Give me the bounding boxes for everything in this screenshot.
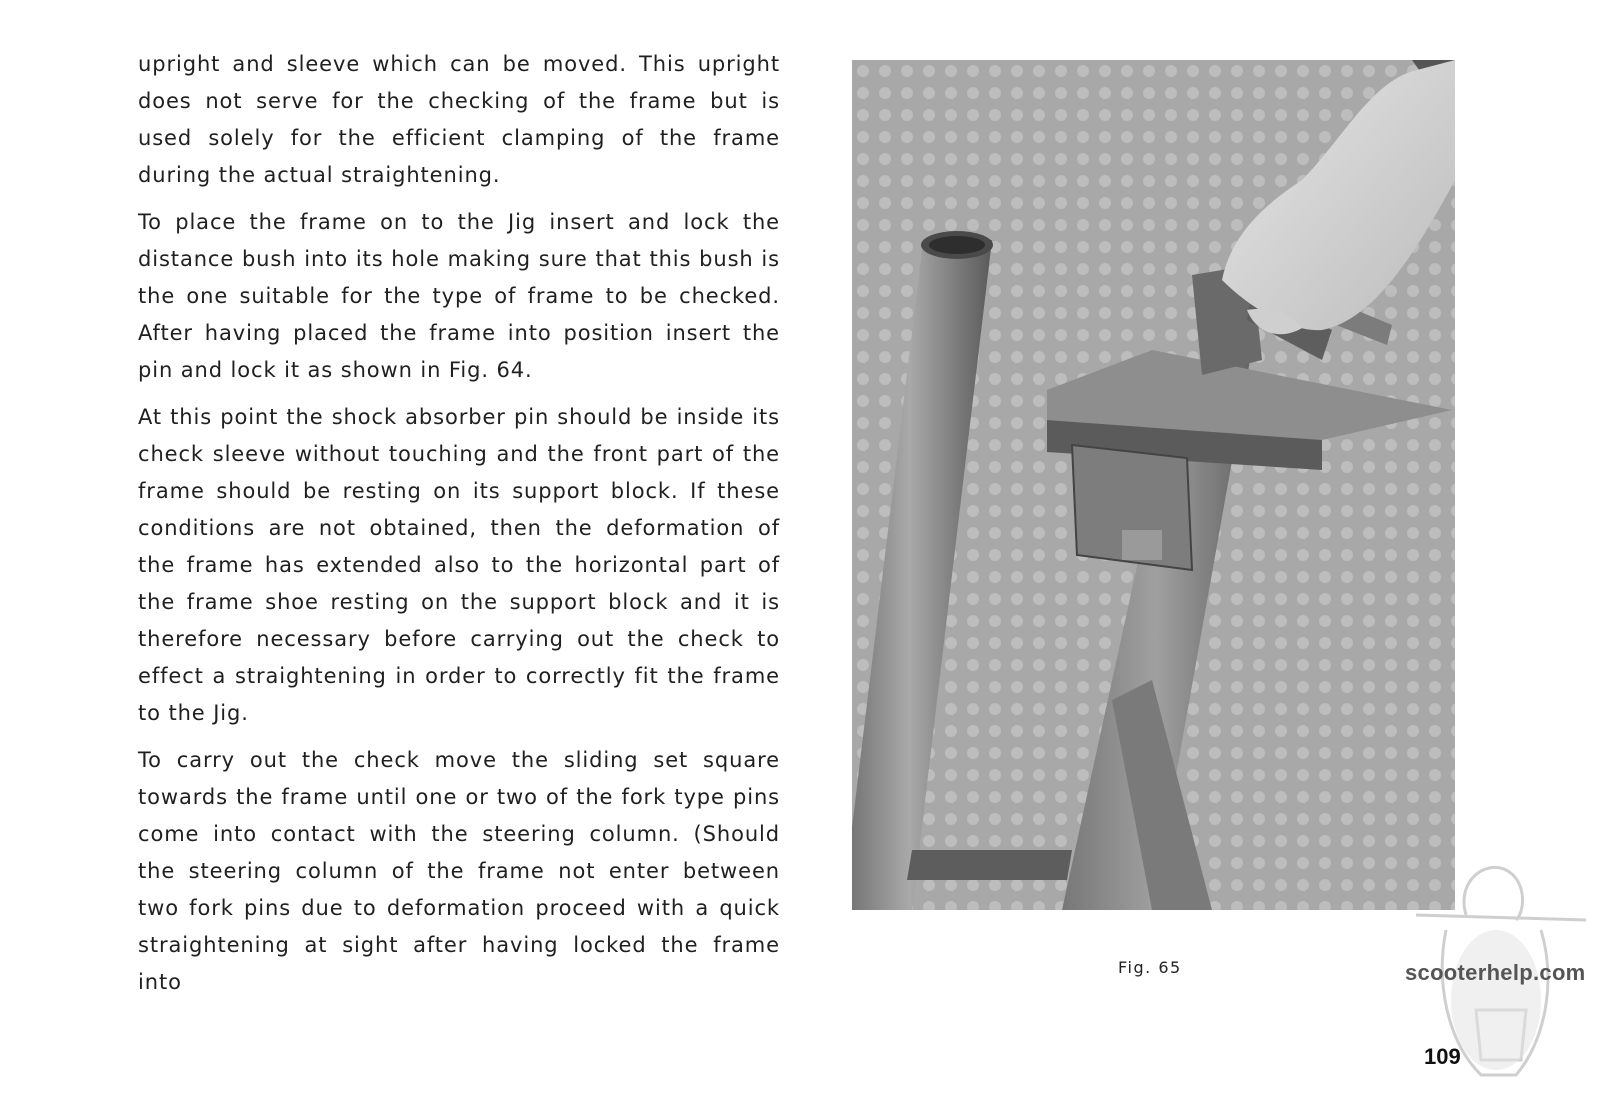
figure-caption: Fig. 65	[1118, 958, 1182, 977]
watermark-text: scooterhelp.com	[1405, 960, 1586, 985]
paragraph: upright and sleeve which can be moved. This upright does not serve for the checking of the frame but is used solely for the efficient clamping of the frame during the actual straightening.	[138, 52, 780, 187]
paragraph: To place the frame on to the Jig insert and lock the distance bush into its hole making sure that this bush is the one suitable for the type of frame to be checked. After having placed the frame into position insert the pin and lock it as shown in Fig. 64.	[138, 210, 780, 382]
paragraph: To carry out the check move the sliding set square towards the frame until one or two of the fork type pins come into contact with the steering column. (Should the steering column of the frame not enter between two fork pins due to deformation proceed with a quick straightening at sight after having locked the frame into	[138, 748, 780, 994]
paragraph: At this point the shock absorber pin should be inside its check sleeve without touching and the front part of the frame should be resting on its support block. If these conditions are not obtained, then the deformation of the frame has extended also to the horizontal part of the frame shoe resting on the support block and it is therefore necessary before carrying out the check to effect a straightening in order to correctly fit the frame to the Jig.	[138, 405, 780, 725]
page-number: 109	[1424, 1044, 1461, 1069]
frame-jig-photo	[852, 60, 1455, 910]
figure-photo	[852, 60, 1455, 910]
body-text	[138, 46, 780, 1011]
